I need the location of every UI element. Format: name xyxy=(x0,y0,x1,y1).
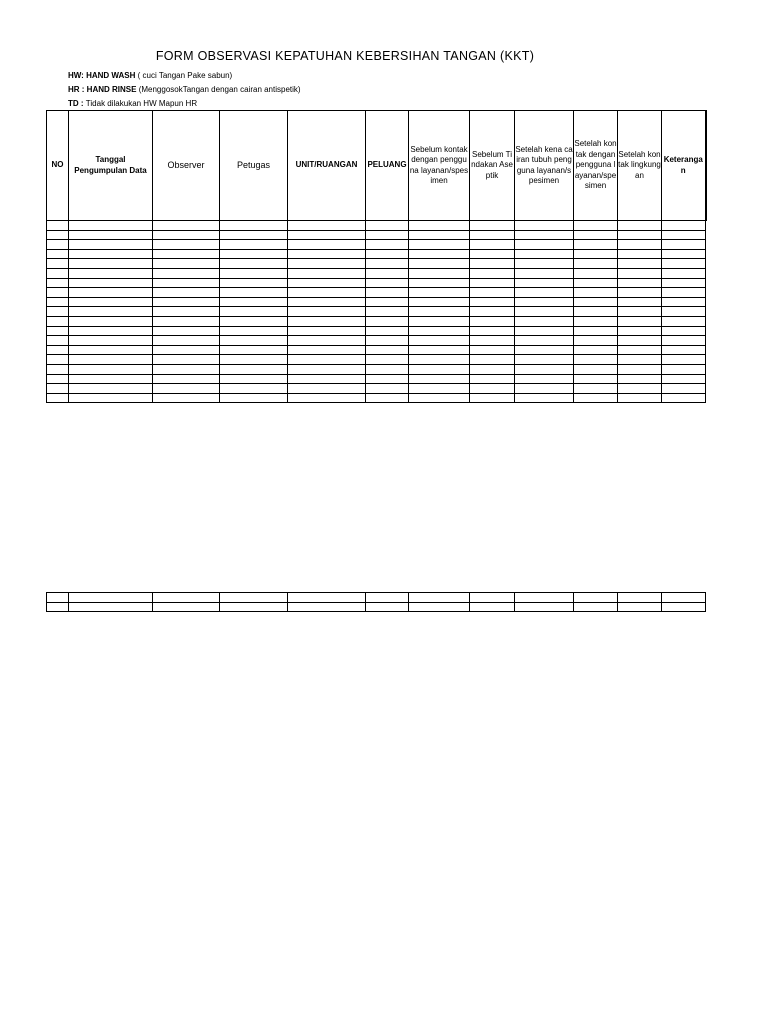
table-cell xyxy=(662,259,706,269)
legend-td-code: TD : xyxy=(68,99,84,108)
table-cell xyxy=(515,384,574,394)
table-cell xyxy=(220,316,288,326)
table-row xyxy=(47,336,706,346)
table-cell xyxy=(153,345,220,355)
table-cell xyxy=(409,602,470,612)
table-cell xyxy=(153,268,220,278)
table-cell xyxy=(47,307,69,317)
table-cell xyxy=(618,259,662,269)
table-cell xyxy=(69,307,153,317)
header-keterangan: Keterangan xyxy=(662,111,706,221)
table-cell xyxy=(366,336,409,346)
table-cell xyxy=(409,221,470,231)
table-cell xyxy=(515,307,574,317)
table-cell xyxy=(220,268,288,278)
table-cell xyxy=(618,230,662,240)
table-cell xyxy=(515,393,574,403)
table-cell xyxy=(409,336,470,346)
table-cell xyxy=(409,259,470,269)
table-cell xyxy=(153,593,220,603)
header-tanggal: Tanggal Pengumpulan Data xyxy=(69,111,153,221)
table-cell xyxy=(470,288,515,298)
table-cell xyxy=(288,316,366,326)
table-cell xyxy=(153,336,220,346)
table-cell xyxy=(515,602,574,612)
table-row xyxy=(47,326,706,336)
table-cell xyxy=(366,288,409,298)
table-cell xyxy=(618,297,662,307)
table-cell xyxy=(220,355,288,365)
table-cell xyxy=(69,221,153,231)
table-cell xyxy=(288,259,366,269)
table-cell xyxy=(409,307,470,317)
table-cell xyxy=(662,297,706,307)
legend-hr xyxy=(68,85,301,94)
table-cell xyxy=(409,288,470,298)
table-cell xyxy=(220,240,288,250)
table-row xyxy=(47,259,706,269)
table-cell xyxy=(69,268,153,278)
table-cell xyxy=(288,345,366,355)
table-cell xyxy=(69,355,153,365)
table-cell xyxy=(69,336,153,346)
header-no: NO xyxy=(47,111,69,221)
table-cell xyxy=(470,249,515,259)
table-row xyxy=(47,374,706,384)
table-cell xyxy=(515,336,574,346)
table-cell xyxy=(470,384,515,394)
table-cell xyxy=(662,240,706,250)
table-cell xyxy=(574,268,618,278)
table-cell xyxy=(69,316,153,326)
table-cell xyxy=(618,393,662,403)
table-cell xyxy=(366,221,409,231)
legend-hw-desc: ( cuci Tangan Pake sabun) xyxy=(137,71,233,80)
table-cell xyxy=(574,355,618,365)
legend-hr-desc: (MenggosokTangan dengan cairan antispetik) xyxy=(138,85,301,94)
table-cell xyxy=(470,393,515,403)
table-cell xyxy=(47,393,69,403)
table-cell xyxy=(366,259,409,269)
table-cell xyxy=(366,307,409,317)
table-cell xyxy=(69,259,153,269)
table-cell xyxy=(515,326,574,336)
table-cell xyxy=(47,374,69,384)
table-cell xyxy=(662,374,706,384)
table-cell xyxy=(69,345,153,355)
table-cell xyxy=(47,288,69,298)
table-cell xyxy=(153,316,220,326)
table-cell xyxy=(662,221,706,231)
table-cell xyxy=(662,249,706,259)
table-cell xyxy=(515,288,574,298)
table-cell xyxy=(69,374,153,384)
table-cell xyxy=(470,326,515,336)
table-cell xyxy=(515,259,574,269)
table-cell xyxy=(220,393,288,403)
table-cell xyxy=(662,593,706,603)
table-cell xyxy=(153,355,220,365)
legend-td xyxy=(68,99,197,108)
table-cell xyxy=(618,336,662,346)
form-title: FORM OBSERVASI KEPATUHAN KEBERSIHAN TANGAN (KKT) xyxy=(155,49,535,63)
table-cell xyxy=(220,230,288,240)
table-cell xyxy=(220,297,288,307)
table-cell xyxy=(366,593,409,603)
table-row xyxy=(47,249,706,259)
header-sebelum-aseptik: Sebelum Tindakan Aseptik xyxy=(470,111,515,221)
table-cell xyxy=(470,364,515,374)
table-cell xyxy=(69,393,153,403)
table-cell xyxy=(470,374,515,384)
table-cell xyxy=(47,230,69,240)
table-row xyxy=(47,384,706,394)
table-cell xyxy=(409,384,470,394)
table-cell xyxy=(618,278,662,288)
header-setelah-cairan: Setelah kena cairan tubuh pengguna layanan/spesimen xyxy=(515,111,574,221)
table-row xyxy=(47,221,706,231)
table-cell xyxy=(153,297,220,307)
table-cell xyxy=(288,240,366,250)
table-cell xyxy=(153,393,220,403)
table-cell xyxy=(220,336,288,346)
table-cell xyxy=(515,297,574,307)
header-setelah-kontak-pengguna: Setelah kontak dengan pengguna layanan/spesimen xyxy=(574,111,618,221)
table-row xyxy=(47,307,706,317)
table-cell xyxy=(574,374,618,384)
header-setelah-lingkungan: Setelah kontak lingkungan xyxy=(618,111,662,221)
table-cell xyxy=(470,278,515,288)
table-cell xyxy=(574,384,618,394)
table-cell xyxy=(515,364,574,374)
table-cell xyxy=(409,249,470,259)
legend-hr-code: HR : HAND RINSE xyxy=(68,85,137,94)
table-cell xyxy=(409,393,470,403)
table-row xyxy=(47,230,706,240)
table-cell xyxy=(515,355,574,365)
table-cell xyxy=(470,268,515,278)
table-cell xyxy=(220,602,288,612)
table-cell xyxy=(470,316,515,326)
table-cell xyxy=(69,384,153,394)
table-cell xyxy=(618,240,662,250)
table-cell xyxy=(153,230,220,240)
table-cell xyxy=(574,316,618,326)
table-cell xyxy=(409,355,470,365)
table-cell xyxy=(47,326,69,336)
table-cell xyxy=(470,230,515,240)
table-cell xyxy=(288,384,366,394)
table-cell xyxy=(220,374,288,384)
table-cell xyxy=(288,374,366,384)
table-cell xyxy=(69,278,153,288)
table-row xyxy=(47,268,706,278)
table-cell xyxy=(47,297,69,307)
table-cell xyxy=(288,326,366,336)
bottom-table-row xyxy=(47,593,706,603)
table-cell xyxy=(574,249,618,259)
table-cell xyxy=(153,278,220,288)
table-row xyxy=(47,355,706,365)
table-cell xyxy=(662,288,706,298)
table-cell xyxy=(366,345,409,355)
table-cell xyxy=(662,268,706,278)
table-cell xyxy=(366,355,409,365)
table-cell xyxy=(69,297,153,307)
legend-hw-code: HW: HAND WASH xyxy=(68,71,136,80)
table-cell xyxy=(69,602,153,612)
bottom-table-row xyxy=(47,602,706,612)
table-cell xyxy=(574,336,618,346)
table-cell xyxy=(662,602,706,612)
table-cell xyxy=(470,221,515,231)
header-unit-ruangan: UNIT/RUANGAN xyxy=(288,111,366,221)
table-cell xyxy=(618,249,662,259)
table-cell xyxy=(662,355,706,365)
table-cell xyxy=(69,249,153,259)
table-cell xyxy=(574,288,618,298)
table-cell xyxy=(574,230,618,240)
table-cell xyxy=(220,593,288,603)
table-cell xyxy=(47,316,69,326)
table-cell xyxy=(366,297,409,307)
table-cell xyxy=(409,230,470,240)
table-cell xyxy=(618,268,662,278)
table-cell xyxy=(153,221,220,231)
table-cell xyxy=(515,221,574,231)
table-cell xyxy=(574,393,618,403)
table-cell xyxy=(574,297,618,307)
table-cell xyxy=(662,384,706,394)
table-cell xyxy=(470,259,515,269)
table-cell xyxy=(366,230,409,240)
table-cell xyxy=(47,602,69,612)
table-cell xyxy=(618,316,662,326)
table-row xyxy=(47,240,706,250)
table-cell xyxy=(409,364,470,374)
table-cell xyxy=(69,326,153,336)
table-cell xyxy=(153,326,220,336)
table-cell xyxy=(288,593,366,603)
table-cell xyxy=(288,221,366,231)
table-cell xyxy=(618,355,662,365)
table-cell xyxy=(470,593,515,603)
table-cell xyxy=(69,288,153,298)
table-cell xyxy=(366,316,409,326)
table-cell xyxy=(574,593,618,603)
table-cell xyxy=(288,355,366,365)
table-cell xyxy=(69,240,153,250)
table-row xyxy=(47,364,706,374)
table-cell xyxy=(662,307,706,317)
table-cell xyxy=(366,249,409,259)
table-cell xyxy=(618,307,662,317)
table-cell xyxy=(618,221,662,231)
table-cell xyxy=(366,374,409,384)
table-cell xyxy=(574,307,618,317)
table-cell xyxy=(574,259,618,269)
table-cell xyxy=(153,384,220,394)
table-cell xyxy=(288,268,366,278)
table-cell xyxy=(574,364,618,374)
table-cell xyxy=(220,249,288,259)
table-cell xyxy=(153,307,220,317)
table-cell xyxy=(409,297,470,307)
table-cell xyxy=(47,355,69,365)
table-cell xyxy=(153,240,220,250)
table-cell xyxy=(220,288,288,298)
table-cell xyxy=(515,593,574,603)
table-cell xyxy=(470,240,515,250)
table-cell xyxy=(288,278,366,288)
table-cell xyxy=(662,230,706,240)
table-cell xyxy=(47,268,69,278)
table-cell xyxy=(574,278,618,288)
table-cell xyxy=(515,240,574,250)
table-cell xyxy=(618,288,662,298)
table-cell xyxy=(662,364,706,374)
table-cell xyxy=(47,249,69,259)
table-row xyxy=(47,297,706,307)
table-cell xyxy=(288,364,366,374)
table-cell xyxy=(220,345,288,355)
table-cell xyxy=(574,326,618,336)
table-cell xyxy=(470,336,515,346)
table-cell xyxy=(515,316,574,326)
table-cell xyxy=(409,316,470,326)
table-cell xyxy=(366,278,409,288)
table-cell xyxy=(618,364,662,374)
table-cell xyxy=(69,593,153,603)
table-cell xyxy=(470,355,515,365)
table-cell xyxy=(288,336,366,346)
table-cell xyxy=(618,602,662,612)
table-cell xyxy=(409,593,470,603)
table-cell xyxy=(153,249,220,259)
table-cell xyxy=(618,345,662,355)
table-cell xyxy=(409,326,470,336)
table-cell xyxy=(288,602,366,612)
legend-hw xyxy=(68,71,232,80)
table-cell xyxy=(618,593,662,603)
table-cell xyxy=(220,364,288,374)
table-cell xyxy=(47,259,69,269)
table-cell xyxy=(470,307,515,317)
table-row xyxy=(47,288,706,298)
table-cell xyxy=(409,278,470,288)
table-cell xyxy=(220,384,288,394)
table-cell xyxy=(366,364,409,374)
table-cell xyxy=(409,374,470,384)
table-cell xyxy=(515,230,574,240)
table-cell xyxy=(220,278,288,288)
table-cell xyxy=(153,374,220,384)
table-cell xyxy=(409,268,470,278)
header-sebelum-kontak: Sebelum kontak dengan pengguna layanan/spesimen xyxy=(409,111,470,221)
table-cell xyxy=(574,345,618,355)
table-cell xyxy=(515,374,574,384)
table-cell xyxy=(366,326,409,336)
table-cell xyxy=(69,230,153,240)
header-peluang: PELUANG xyxy=(366,111,409,221)
table-cell xyxy=(409,345,470,355)
header-row xyxy=(47,111,706,221)
table-cell xyxy=(409,240,470,250)
table-cell xyxy=(47,384,69,394)
table-cell xyxy=(662,393,706,403)
table-row xyxy=(47,345,706,355)
table-cell xyxy=(618,374,662,384)
table-cell xyxy=(220,221,288,231)
table-cell xyxy=(470,297,515,307)
table-cell xyxy=(288,297,366,307)
table-cell xyxy=(366,240,409,250)
header-petugas: Petugas xyxy=(220,111,288,221)
legend-td-desc: Tidak dilakukan HW Mapun HR xyxy=(85,99,198,108)
table-cell xyxy=(47,278,69,288)
table-cell xyxy=(366,393,409,403)
table-cell xyxy=(662,316,706,326)
table-cell xyxy=(220,326,288,336)
table-cell xyxy=(574,602,618,612)
table-cell xyxy=(662,278,706,288)
table-cell xyxy=(662,326,706,336)
table-cell xyxy=(220,259,288,269)
table-cell xyxy=(153,602,220,612)
table-cell xyxy=(47,240,69,250)
table-row xyxy=(47,278,706,288)
table-cell xyxy=(220,307,288,317)
table-cell xyxy=(515,268,574,278)
table-cell xyxy=(288,230,366,240)
table-cell xyxy=(618,326,662,336)
table-cell xyxy=(470,602,515,612)
table-row xyxy=(47,316,706,326)
table-cell xyxy=(47,593,69,603)
observation-table xyxy=(46,110,707,403)
table-row xyxy=(47,393,706,403)
table-cell xyxy=(288,393,366,403)
table-cell xyxy=(515,278,574,288)
table-cell xyxy=(69,364,153,374)
table-cell xyxy=(366,268,409,278)
table-cell xyxy=(153,364,220,374)
table-cell xyxy=(574,221,618,231)
table-cell xyxy=(47,336,69,346)
table-cell xyxy=(288,288,366,298)
table-cell xyxy=(662,336,706,346)
table-cell xyxy=(470,345,515,355)
table-cell xyxy=(662,345,706,355)
table-cell xyxy=(47,221,69,231)
table-cell xyxy=(153,288,220,298)
table-cell xyxy=(515,249,574,259)
table-cell xyxy=(288,307,366,317)
table-cell xyxy=(618,384,662,394)
table-cell xyxy=(153,259,220,269)
table-cell xyxy=(288,249,366,259)
table-cell xyxy=(366,602,409,612)
table-cell xyxy=(515,345,574,355)
table-cell xyxy=(47,345,69,355)
bottom-table xyxy=(46,592,706,612)
table-cell xyxy=(366,384,409,394)
table-cell xyxy=(574,240,618,250)
table-cell xyxy=(47,364,69,374)
header-observer: Observer xyxy=(153,111,220,221)
